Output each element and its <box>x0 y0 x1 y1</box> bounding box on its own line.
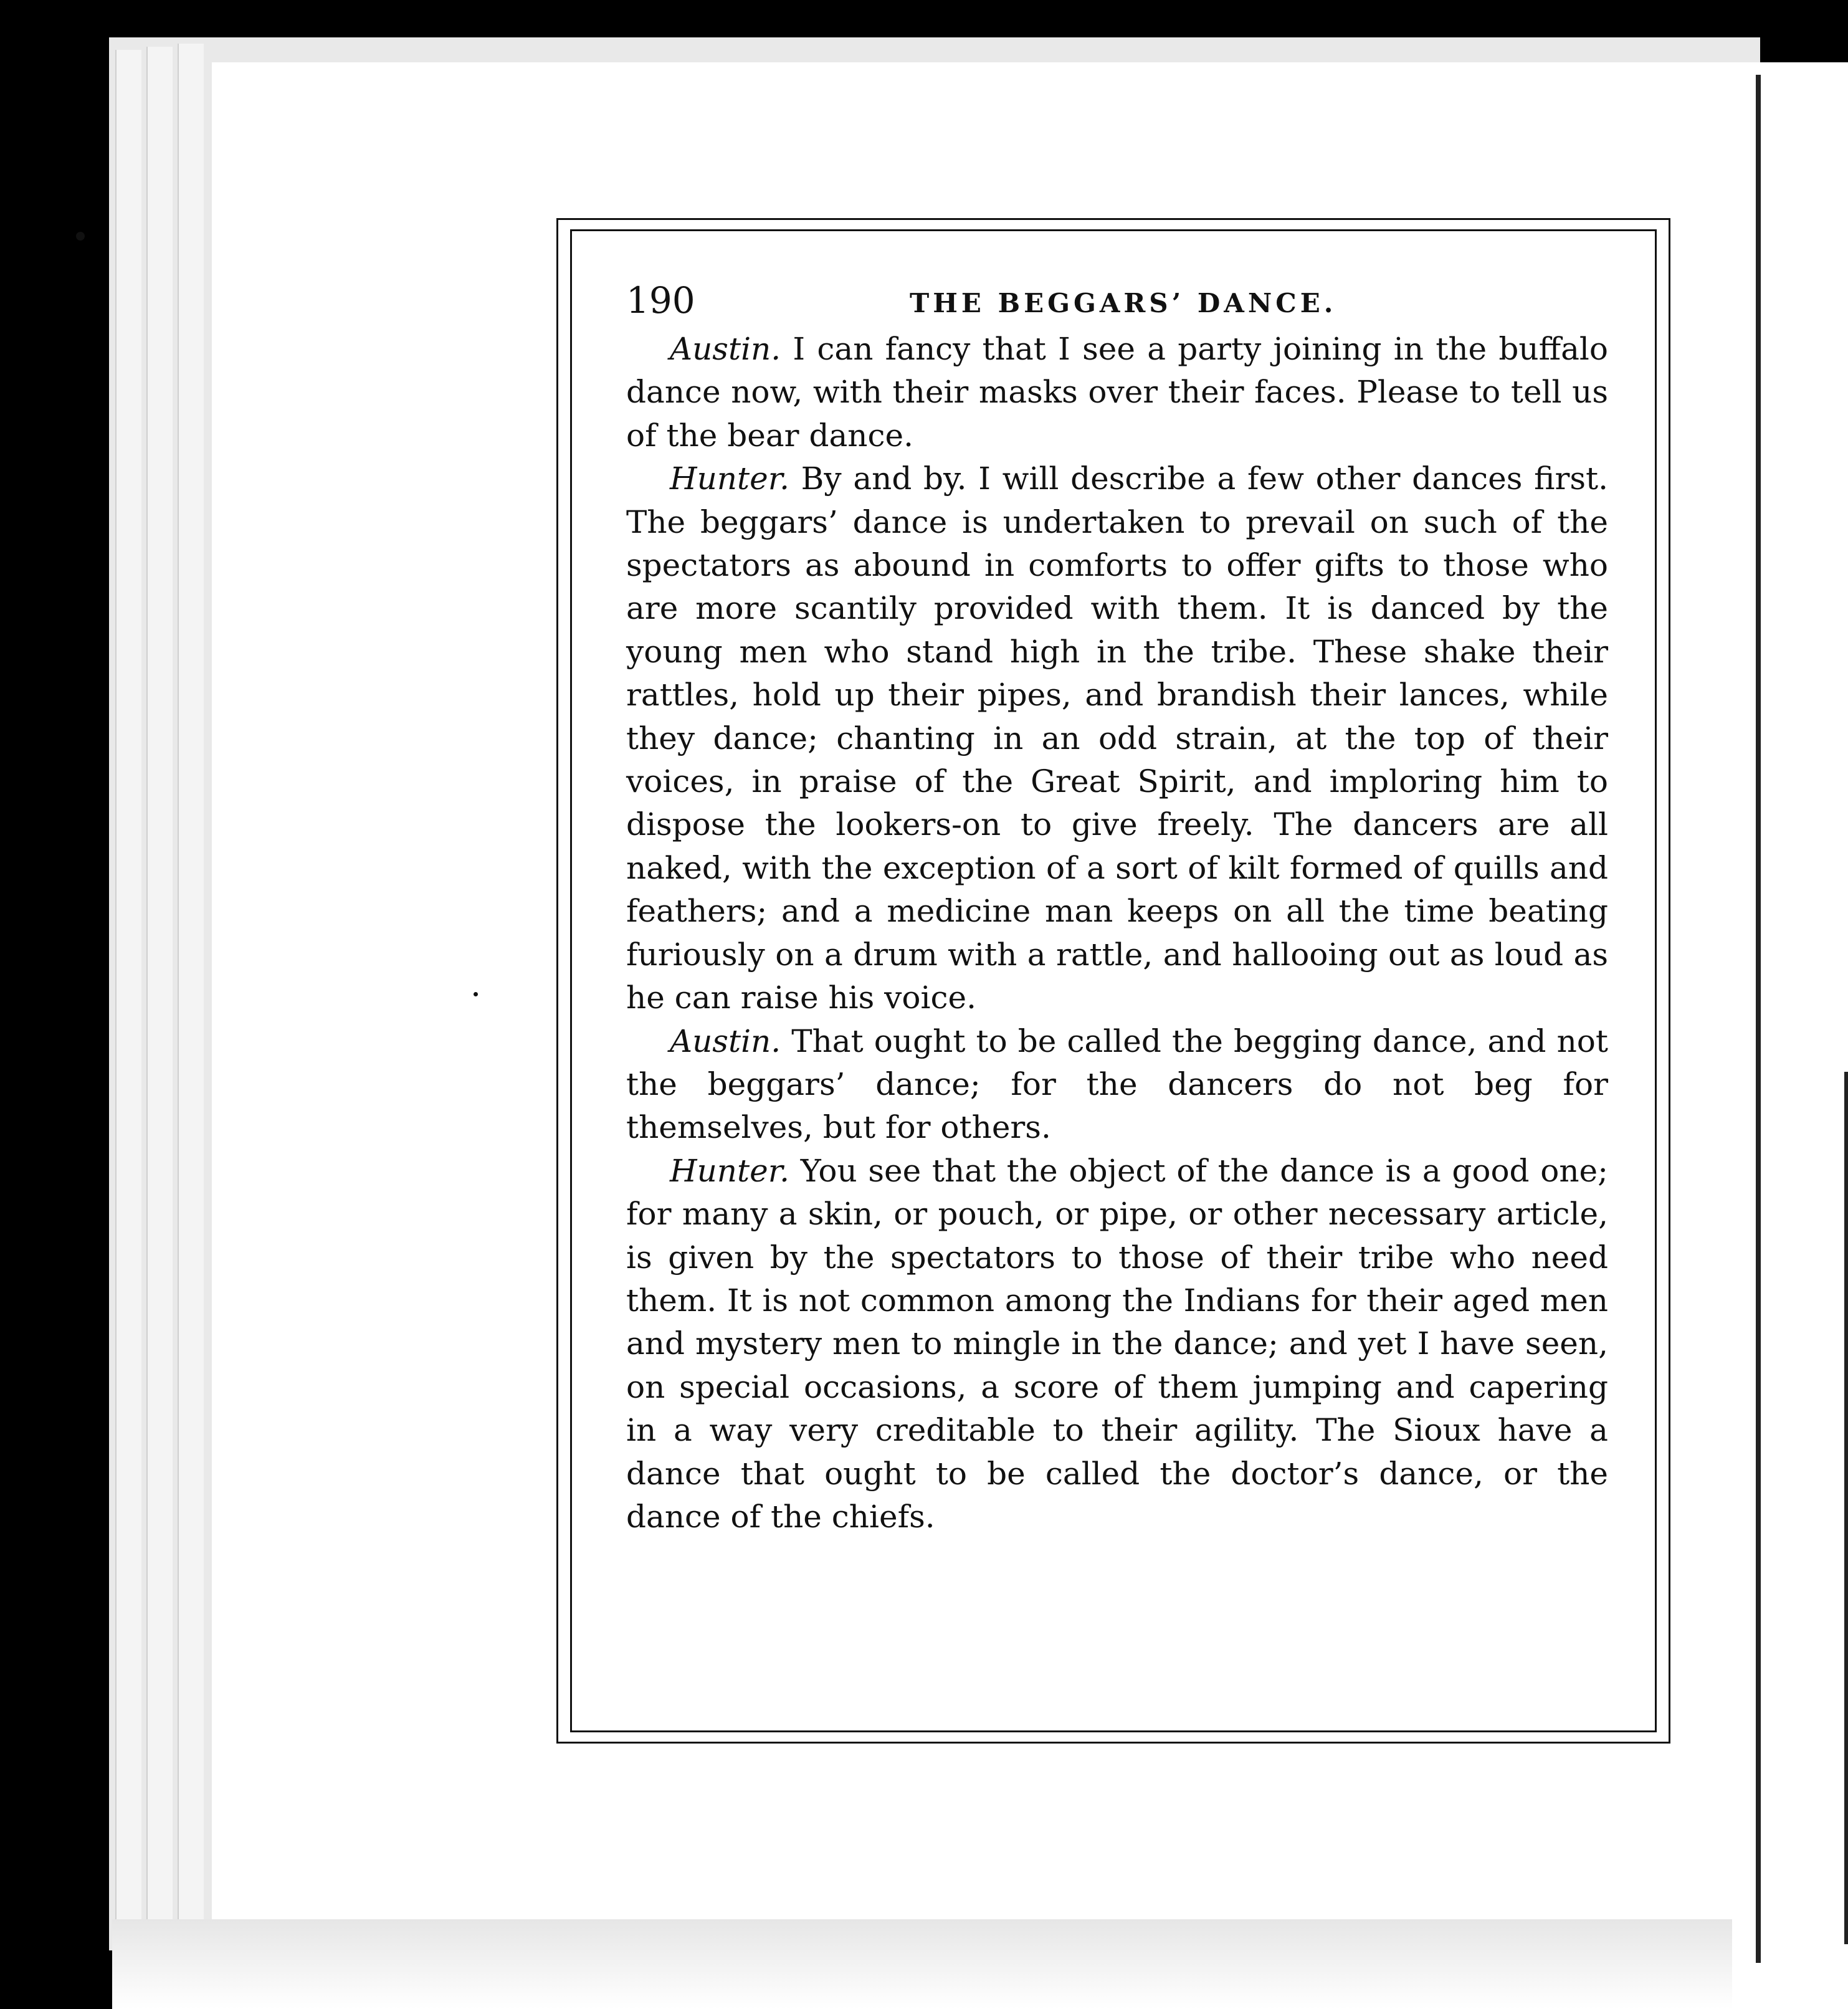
speaker-name: Hunter. <box>670 460 789 497</box>
dialogue-paragraph <box>626 457 1608 1019</box>
paragraph-text: You see that the object of the dance is a good one; for many a skin, or pouch, or pipe, or other necessary article, is given by the spectators to those of their tribe who need them. It is not common among the Indians for their aged men and mystery men to mingle in the dance; and yet I have seen, on special occasions, a score of them jumping and capering in a way very creditable to their agility. The Sioux have a dance that ought to be called the doctor’s dance, or the dance of the chiefs. <box>626 1152 1608 1535</box>
dialogue-paragraph <box>626 1020 1608 1150</box>
speaker-name: Hunter. <box>670 1152 789 1189</box>
speaker-name: Austin. <box>670 331 781 367</box>
paragraph-text: That ought to be called the begging dance, and not the beggars’ dance; for the dancers do not beg for themselves, but for others. <box>626 1023 1608 1146</box>
running-title: THE BEGGARS’ DANCE. <box>910 288 1337 318</box>
paragraph-text: I can fancy that I see a party joining in the buffalo dance now, with their masks over their faces. Please to tell us of the bear dance. <box>626 331 1608 454</box>
page-bottom-edge <box>112 1919 1732 2009</box>
page-number: 190 <box>626 279 695 322</box>
running-head <box>626 274 1608 324</box>
paragraph-text: By and by. I will describe a few other dances first. The beggars’ dance is undertaken to prevail on such of the spectators as abound in comforts to offer gifts to those who are more scantily provided with them. It is danced by the young men who stand high in the tribe. These shake their rattles, hold up their pipes, and brandish their lances, while they dance; chanting in an odd strain, at the top of their voices, in praise of the Great Spirit, and imploring him to dispose the lookers-on to give freely. The dancers are all naked, with the exception of a sort of kilt formed of quills and feathers; and a medicine man keeps on all the time beating furiously on a drum with a rattle, and hallooing out as loud as he can raise his voice. <box>626 460 1608 1016</box>
page-text-block <box>626 274 1608 1539</box>
adjacent-page-rule <box>1756 75 1761 1963</box>
speaker-name: Austin. <box>670 1023 781 1059</box>
dialogue-paragraph <box>626 328 1608 457</box>
adjacent-page <box>1732 62 1848 2009</box>
scan-speck <box>474 992 478 996</box>
body-text <box>626 328 1608 1539</box>
adjacent-page-rule-lower <box>1844 1072 1848 1944</box>
scan-speck <box>76 232 85 241</box>
dialogue-paragraph <box>626 1150 1608 1539</box>
